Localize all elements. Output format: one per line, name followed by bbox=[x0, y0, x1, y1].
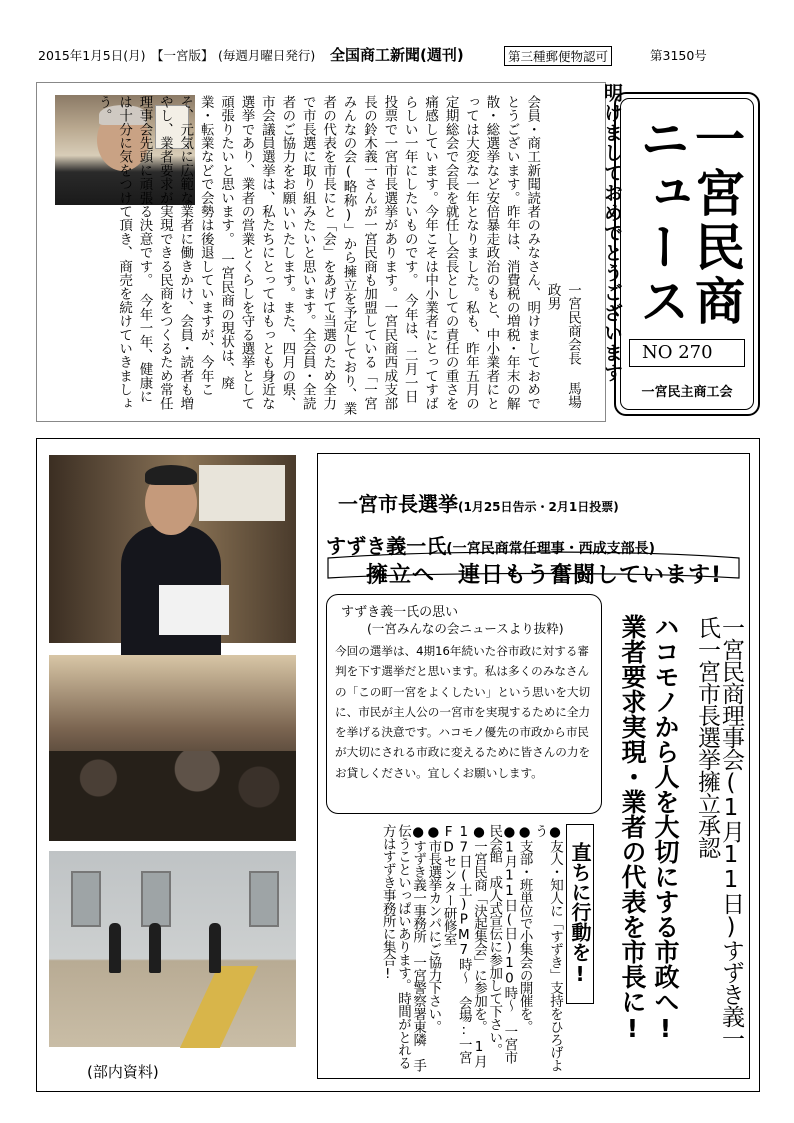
publication-schedule: (毎週月曜日発行) bbox=[218, 48, 316, 63]
action-item: ●すずき義一事務所 一宮警察署東隣 手伝うこといっぱいあります。時間がとれる方はすずき事務所に集合! bbox=[379, 824, 427, 1072]
greeting-body bbox=[73, 95, 583, 417]
candidate-photo bbox=[49, 455, 296, 643]
greeting-text: 会員・商工新聞読者のみなさん、明けましておめでとうございます。昨年は、消費税の増税・年末の解散・総選挙など安倍暴走政治のもと、中小業者にとっては大変な一年となりました。私も、昨年五月の定期総会で会長を就任し会長としての責任の重さを痛感しています。今年こそは中小業者にとってすばらしい一年にしたいものです。 今年は、二月一日投票で一宮市長選挙があります。一宮民商西成支部長の鈴木義一さんが一宮民商も加盟している「一宮みんなの会(略称)」から擁立を予定しており、業者の代表を市長にと「会」をあげて当選のため全力で市長選に取り組みたいと思います。全会員・全読者のご協力をお願いいたします。また、四月の県、市会議員選挙は、私たちにとってはもっとも身近な選挙であり、業者の営業とくらしを守る選挙として頑張りたいと思います。 一宮民商の現状は、廃業・転業などで会勢は後退していますが、今年こそ、元気に広範な業者に働きかけ、会員・読者も増やし、業者要求が実現できる民商をつくるため常任理事会先頭に頑張る決意です。 今年一年、健康には十分に気をつけて頂き、商売を続けていきましょう。 bbox=[95, 95, 541, 416]
action-item: ●友人・知人に「すずき」支持をひろげよう bbox=[531, 824, 563, 1072]
masthead-org: 一宮民主商工会 bbox=[641, 385, 733, 400]
masthead bbox=[614, 92, 760, 416]
masthead-title: 一宮民商ニュース bbox=[632, 113, 745, 329]
edition-label: 【一宮版】 bbox=[151, 48, 214, 63]
greeting-author: 一宮民商会長 馬場政男 bbox=[544, 283, 581, 409]
issue-date: 2015年1月5日(月) bbox=[38, 48, 146, 63]
board-approval: 一宮民商理事会(1月11日)すずき義一氏一宮市長選挙擁立承認 bbox=[694, 616, 744, 1049]
headline: 擁立へ 連日もう奮闘しています! bbox=[366, 563, 723, 588]
action-heading: 直ちに行動を! bbox=[566, 824, 594, 1004]
candidate-name: すずき義一氏(一宮民商常任理事・西成支部長) bbox=[326, 534, 655, 558]
quote-title: すずき義一氏の思い bbox=[341, 605, 459, 620]
candidate-quote-box bbox=[326, 594, 602, 814]
issue-number: 第3150号 bbox=[650, 48, 707, 63]
election-dates: (1月25日告示・2月1日投票) bbox=[458, 500, 619, 514]
action-item: ●支部・班単位で小集会の開催を。 bbox=[516, 824, 533, 1033]
postal-permit: 第三種郵便物認可 bbox=[504, 46, 612, 66]
greeting-title: 明けましておめでとうございます bbox=[601, 83, 623, 383]
paper-name: 全国商工新聞(週刊) bbox=[330, 46, 464, 64]
action-item: ●1月11日(日)10時～ 一宮市民会館 成人式宣伝に参加して下さい。 bbox=[486, 824, 518, 1064]
photo-caption: (部内資料) bbox=[87, 1063, 159, 1081]
action-item: ●一宮民商「決起集会」に参加を。 1月17日(土)PM7時～ 会場:一宮FDセンター研修室 bbox=[440, 824, 487, 1068]
action-item: ●市長選挙カンパにご協力下さい。 bbox=[425, 824, 442, 1033]
masthead-number: NO 270 bbox=[629, 339, 745, 367]
quote-body: 今回の選挙は、4期16年続いた谷市政に対する審判を下す選挙だと思います。私は多くのみなさんの「この町一宮をよくしたい」という思いを大切に、市民が主人公の一宮市を実現するために全力を挙げる決意です。ハコモノ優先の市政から市民が大切にされる市政に変えるために皆さんの力をお貸しください。宜しくお願いします。 bbox=[335, 644, 591, 780]
quote-source: (一宮みんなの会ニュースより抜粋) bbox=[367, 621, 564, 636]
meeting-photo bbox=[49, 655, 296, 841]
newspaper-header bbox=[38, 44, 758, 66]
candidate-role: (一宮民商常任理事・西成支部長) bbox=[446, 541, 655, 557]
action-list bbox=[334, 824, 562, 1072]
street-campaign-photo bbox=[49, 851, 296, 1047]
campaign-slogan: ハコモノから人を大切にする市政へ!業者要求実現・業者の代表を市長に! bbox=[618, 614, 680, 1043]
election-section bbox=[36, 438, 760, 1092]
greeting-article bbox=[36, 82, 623, 422]
election-article bbox=[317, 453, 750, 1079]
election-title: 一宮市長選挙(1月25日告示・2月1日投票) bbox=[338, 492, 619, 516]
